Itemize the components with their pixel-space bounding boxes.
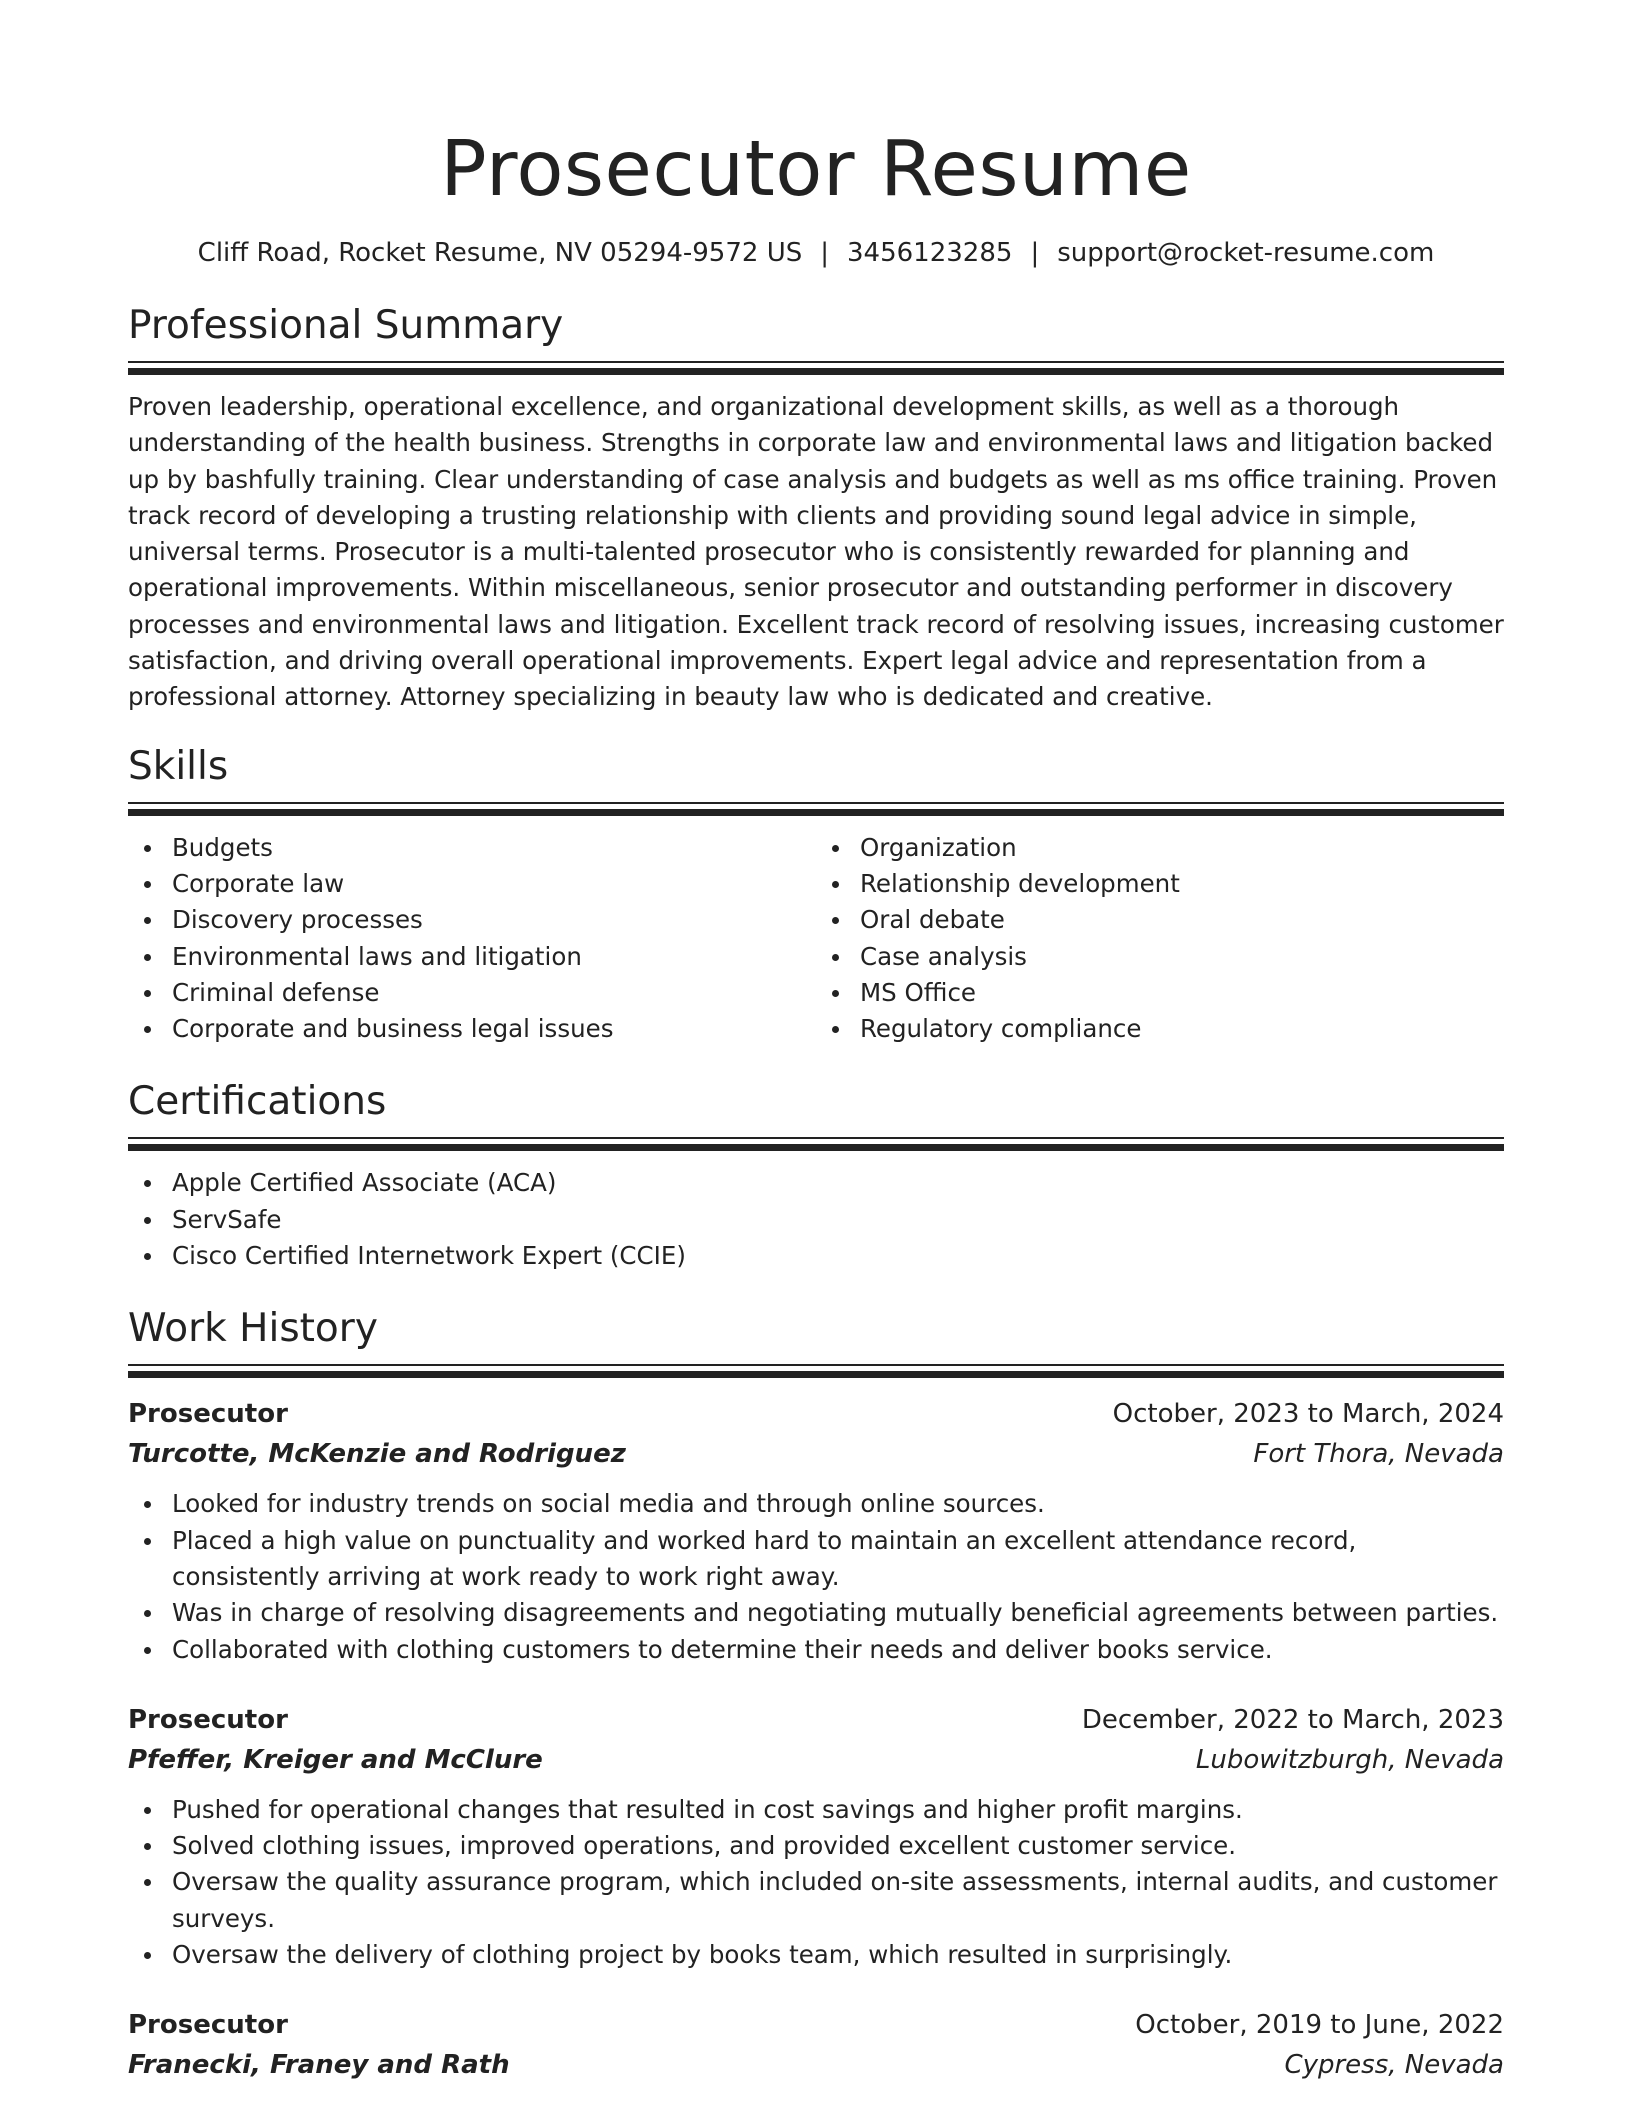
skill-item: Relationship development — [816, 866, 1504, 902]
job-duties — [128, 1486, 1504, 1667]
section-divider — [128, 1137, 1504, 1151]
contact-email: support@rocket-resume.com — [1057, 238, 1435, 268]
job-header-row — [128, 2005, 1504, 2045]
skill-item: Oral debate — [816, 902, 1504, 938]
job-company-row — [128, 1740, 1504, 1780]
job-dates: December, 2022 to March, 2023 — [1081, 1704, 1504, 1735]
job-company: Pfeffer, Kreiger and McClure — [128, 1744, 543, 1775]
duty-item: Collaborated with clothing customers to determine their needs and deliver books service. — [128, 1632, 1504, 1668]
job-company: Franecki, Franey and Rath — [128, 2050, 510, 2081]
duty-item: Pushed for operational changes that resulted in cost savings and higher profit margins. — [128, 1792, 1504, 1828]
summary-heading: Professional Summary — [128, 303, 564, 348]
duty-item: Oversaw the delivery of clothing project by books team, which resulted in surprisingly. — [128, 1937, 1504, 1973]
job-company: Turcotte, McKenzie and Rodriguez — [128, 1439, 626, 1470]
duty-item: Was in charge of resolving disagreements and negotiating mutually beneficial agreements between parties. — [128, 1595, 1504, 1631]
skills-list-left — [128, 830, 816, 1048]
duty-item: Oversaw the quality assurance program, which included on-site assessments, internal audits, and customer surveys. — [128, 1864, 1504, 1937]
resume-title: Prosecutor Resume — [440, 125, 1192, 214]
job-company-row — [128, 2045, 1504, 2085]
skills-list-right — [816, 830, 1504, 1048]
skill-item: Discovery processes — [128, 902, 816, 938]
job-header-row — [128, 1700, 1504, 1740]
contact-separator: | — [820, 238, 830, 268]
work-history-section — [128, 1304, 1504, 2085]
job-title: Prosecutor — [128, 1704, 288, 1735]
contact-address: Cliff Road, Rocket Resume, NV 05294-9572 US — [197, 238, 803, 268]
skills-columns — [128, 830, 1504, 1048]
section-divider — [128, 361, 1504, 375]
job-title: Prosecutor — [128, 2010, 288, 2041]
duty-item: Solved clothing issues, improved operations, and provided excellent customer service. — [128, 1828, 1504, 1864]
summary-text: Proven leadership, operational excellence, and organizational development skills, as well as a thorough understanding of the health business. Strengths in corporate law and environmental laws and litigation backed up by bashfully training. Clear understanding of case analysis and budgets as well as ms office training. Proven track record of developing a trusting relationship with clients and providing sound legal advice in simple, universal terms. Prosecutor is a multi-talented prosecutor who is consistently rewarded for planning and operational improvements. Within miscellaneous, senior prosecutor and outstanding performer in discovery processes and environmental laws and litigation. Excellent track record of resolving issues, increasing customer satisfaction, and driving overall operational improvements. Expert legal advice and representation from a professional attorney. Attorney specializing in beauty law who is dedicated and creative. — [128, 392, 1504, 712]
job-entry — [128, 1394, 1504, 1667]
job-title: Prosecutor — [128, 1399, 288, 1430]
job-entry — [128, 1700, 1504, 1973]
duty-item: Placed a high value on punctuality and worked hard to maintain an excellent attendance record, consistently arriving at work ready to work right away. — [128, 1523, 1504, 1596]
contact-line — [128, 236, 1504, 270]
certifications-heading: Certifications — [128, 1079, 387, 1125]
job-dates: October, 2023 to March, 2024 — [1112, 1399, 1504, 1430]
certifications-list — [128, 1165, 1504, 1274]
contact-phone: 3456123285 — [847, 238, 1013, 268]
summary-section — [128, 301, 1504, 716]
job-location: Cypress, Nevada — [1284, 2050, 1504, 2081]
skill-item: Organization — [816, 830, 1504, 866]
job-duties — [128, 1792, 1504, 1973]
certification-item: ServSafe — [128, 1202, 1504, 1238]
skill-item: Criminal defense — [128, 975, 816, 1011]
skill-item: Environmental laws and litigation — [128, 939, 816, 975]
skill-item: MS Office — [816, 975, 1504, 1011]
contact-separator: | — [1030, 238, 1040, 268]
skill-item: Regulatory compliance — [816, 1011, 1504, 1047]
work-history-heading: Work History — [128, 1306, 378, 1352]
skills-heading: Skills — [128, 743, 229, 789]
job-header-row — [128, 1394, 1504, 1434]
section-divider — [128, 1364, 1504, 1378]
certification-item: Cisco Certified Internetwork Expert (CCIE) — [128, 1238, 1504, 1274]
skill-item: Budgets — [128, 830, 816, 866]
skill-item: Corporate and business legal issues — [128, 1011, 816, 1047]
job-location: Fort Thora, Nevada — [1253, 1439, 1504, 1470]
duty-item: Looked for industry trends on social media and through online sources. — [128, 1486, 1504, 1522]
skill-item: Corporate law — [128, 866, 816, 902]
job-location: Lubowitzburgh, Nevada — [1195, 1744, 1504, 1775]
section-divider — [128, 802, 1504, 816]
certifications-section — [128, 1077, 1504, 1274]
job-dates: October, 2019 to June, 2022 — [1135, 2010, 1504, 2041]
job-company-row — [128, 1434, 1504, 1474]
skill-item: Case analysis — [816, 939, 1504, 975]
skills-section — [128, 742, 1504, 1048]
certification-item: Apple Certified Associate (ACA) — [128, 1165, 1504, 1201]
job-entry — [128, 2005, 1504, 2085]
